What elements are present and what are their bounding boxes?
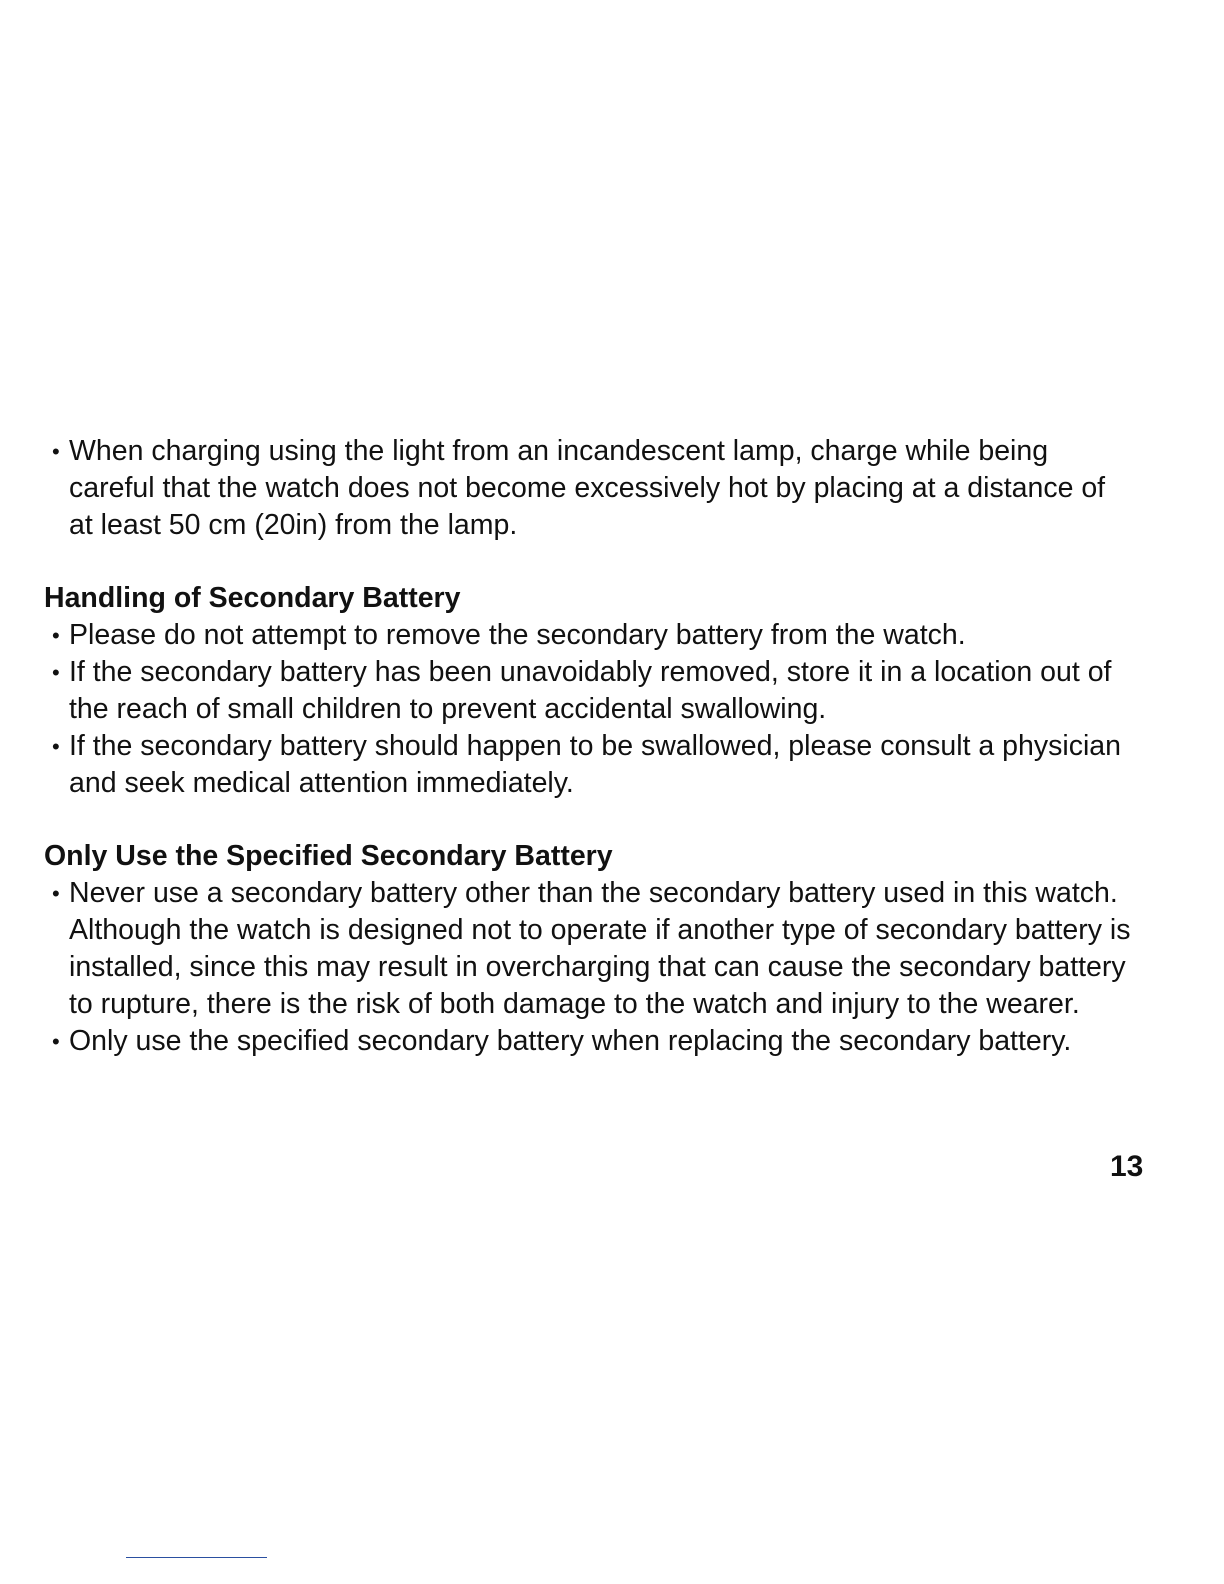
bullet-icon: • — [52, 881, 60, 906]
bullet-icon: • — [52, 439, 60, 464]
list-item — [44, 654, 1134, 728]
bottom-divider — [126, 1557, 267, 1558]
list-item — [44, 728, 1134, 802]
bullet-icon: • — [52, 660, 60, 685]
list-item — [44, 617, 1134, 654]
intro-bullet — [44, 433, 1134, 544]
section-specified-battery — [44, 838, 1134, 1060]
bullet-text: If the secondary battery has been unavoidably removed, store it in a location out of the reach of small children to prevent accidental swallowing. — [69, 656, 1112, 725]
bullet-text: Never use a secondary battery other than the secondary battery used in this watch. Although the watch is designed not to operate if another type of secondary battery is installed, since this may result in overcharging that can cause the secondary battery to rupture, there is the risk of both damage to the watch and injury to the wearer. — [69, 877, 1131, 1020]
section-heading: Only Use the Specified Secondary Battery — [44, 840, 613, 872]
bullet-text: When charging using the light from an incandescent lamp, charge while being careful that the watch does not become excessively hot by placing at a distance of at least 50 cm (20in) from the lamp. — [69, 435, 1106, 541]
bullet-icon: • — [52, 734, 60, 759]
bullet-text: Please do not attempt to remove the secondary battery from the watch. — [69, 619, 966, 651]
list-item — [44, 1023, 1134, 1060]
section-heading: Handling of Secondary Battery — [44, 582, 461, 614]
bullet-icon: • — [52, 623, 60, 648]
bullet-text: If the secondary battery should happen to be swallowed, please consult a physician and seek medical attention immediately. — [69, 730, 1121, 799]
bullet-icon: • — [52, 1029, 60, 1054]
list-item — [44, 875, 1134, 1023]
page-content — [44, 433, 1134, 1060]
section-handling — [44, 580, 1134, 802]
page-number: 13 — [1110, 1150, 1144, 1183]
bullet-text: Only use the specified secondary battery when replacing the secondary battery. — [69, 1025, 1072, 1057]
